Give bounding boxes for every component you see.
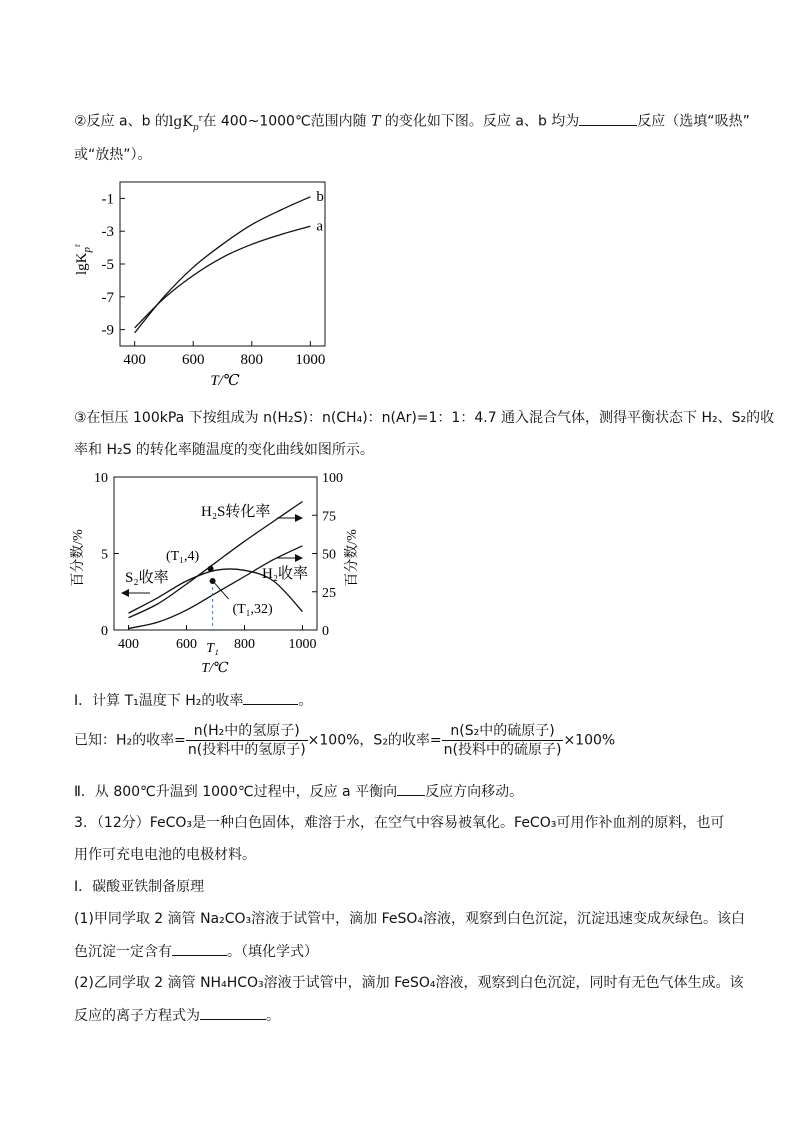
h2-fraction-denominator: n(投料中的氢原子) — [187, 742, 306, 758]
chart2-xtick-label: 600 — [176, 637, 197, 652]
qI-line — [74, 690, 734, 711]
chart2-point-t1-4 — [208, 566, 214, 572]
q2-text-b: 在 400~1000℃范围内随 — [202, 113, 372, 130]
chart2-annotation-t1-4: (T₁,4) — [165, 548, 200, 564]
qII-text-b: 反应方向移动。 — [425, 784, 524, 800]
chart2-xtick-label: 800 — [234, 637, 255, 652]
q2-line2: 或“放热”）。 — [74, 147, 152, 163]
s2-fraction-numerator: n(S₂中的硫原子) — [442, 722, 564, 741]
h2-yield-fraction — [186, 722, 308, 759]
chart2-ytick-right-label: 25 — [322, 585, 336, 601]
q2-text-c: 的变化如下图。反应 a、b 均为 — [380, 113, 580, 130]
chart1-xtick-label: 400 — [123, 352, 146, 368]
qII-line — [74, 781, 734, 802]
section-heading-i: I．碳酸亚铁制备原理 — [74, 879, 205, 895]
p1-line2 — [74, 941, 734, 962]
chart2-ylabel-right: 百分数/% — [345, 529, 360, 587]
q2-text-a: ②反应 a、b 的 — [74, 113, 169, 130]
q2-line1 — [74, 108, 750, 137]
chart1-xtick-label: 800 — [240, 352, 264, 368]
s2-yield-fraction — [442, 722, 564, 759]
qI-answer-blank[interactable] — [243, 690, 298, 705]
chart1-ylabel: lgK$_p^r$ — [72, 244, 93, 275]
chart2-annotation-t1-32: (T₁,32) — [232, 602, 273, 618]
chart1-ytick-label: -3 — [101, 224, 114, 241]
chart1-series-label-a: a — [316, 218, 324, 235]
chart2-series-curve — [129, 546, 303, 629]
yield-conversion-chart — [70, 466, 390, 676]
q2-answer-blank[interactable] — [579, 111, 637, 126]
chart2-ytick-left-label: 5 — [101, 547, 108, 563]
formula-times-1: ×100%，S₂的收率= — [307, 732, 442, 749]
chart1-series-b — [135, 197, 311, 333]
p2-answer-blank[interactable] — [200, 1005, 266, 1020]
lgk-symbol: lgK$_p^r$ — [168, 113, 203, 133]
h2-fraction-numerator: n(H₂中的氢原子) — [186, 722, 308, 741]
p2-text-a: 反应的离子方程式为 — [74, 1008, 200, 1024]
qII-text-a: Ⅱ．从 800℃升温到 1000℃过程中，反应 a 平衡向 — [74, 784, 398, 800]
chart2-ytick-right-label: 50 — [322, 547, 336, 563]
formula-known: 已知：H₂的收率= — [74, 732, 186, 749]
chart1-ytick-label: -5 — [101, 257, 114, 273]
yield-formula — [74, 722, 734, 759]
formula-times-2: ×100% — [563, 732, 616, 749]
chart2-xtick-label: 1000 — [288, 637, 317, 652]
chart2-ytick-left-label: 10 — [94, 471, 108, 486]
s2-fraction-denominator: n(投料中的硫原子) — [443, 742, 562, 758]
qII-answer-blank[interactable] — [397, 781, 425, 796]
chart1-series-label-b: b — [316, 188, 324, 205]
p2-line2 — [74, 1005, 734, 1026]
qI-text-b: 。 — [298, 693, 313, 709]
chart2-xlabel: T/℃ — [201, 661, 229, 676]
q2-text-d: 反应（选填“吸热” — [637, 113, 750, 130]
qI-text-a: Ⅰ．计算 T₁温度下 H₂的收率 — [74, 693, 244, 709]
chart1-series-a — [135, 226, 311, 328]
chart2-xtick-label: 400 — [118, 637, 139, 652]
chart2-series-label: H₂S转化率 — [201, 504, 271, 520]
q3main-line2: 用作可充电电池的电极材料。 — [74, 847, 256, 863]
chart2-series-label: H₂收率 — [262, 566, 309, 582]
chart2-ytick-right-label: 100 — [322, 471, 343, 486]
lgk-temperature-chart — [70, 175, 370, 390]
p1-line1: (1)甲同学取 2 滴管 Na₂CO₃溶液于试管中，滴加 FeSO₄溶液，观察到白色沉淀，沉淀迅速变成灰绿色。该白 — [74, 911, 746, 927]
chart1-ytick-label: -1 — [101, 191, 114, 208]
p1-text-b: 。（填化学式） — [227, 944, 318, 960]
chart1-xtick-label: 1000 — [295, 352, 326, 368]
q2-var-t: T — [371, 113, 381, 130]
chart1-xlabel: T/℃ — [210, 373, 240, 389]
chart1-xtick-label: 600 — [181, 352, 205, 368]
chart2-ytick-right-label: 75 — [322, 509, 336, 525]
q3-line2: 率和 H₂S 的转化率随温度的变化曲线如图所示。 — [74, 442, 374, 458]
p2-text-b: 。 — [266, 1008, 280, 1024]
chart2-ytick-right-label: 0 — [322, 624, 329, 639]
chart2-ylabel-left: 百分数/% — [71, 529, 86, 587]
chart1-ytick-label: -7 — [101, 289, 114, 306]
chart2-ytick-left-label: 0 — [101, 624, 108, 639]
q3-line1: ③在恒压 100kPa 下按组成为 n(H₂S)：n(CH₄)：n(Ar)=1：1：4.7 通入混合气体，测得平衡状态下 H₂、S₂的收 — [74, 410, 775, 426]
chart1-ytick-label: -9 — [101, 322, 114, 339]
q3main-line1: 3．（12分）FeCO₃是一种白色固体，难溶于水，在空气中容易被氧化。FeCO₃可用作补血剂的原料，也可 — [74, 815, 725, 831]
chart2-x-marker-t1: T₁ — [206, 641, 219, 656]
chart2-annotation-leader — [215, 583, 229, 599]
p2-line1: (2)乙同学取 2 滴管 NH₄HCO₃溶液于试管中，滴加 FeSO₄溶液，观察到白色沉淀，同时有无色气体生成。该 — [74, 975, 744, 991]
chart2-series-label: S₂收率 — [125, 570, 169, 586]
p1-answer-blank[interactable] — [172, 941, 227, 956]
p1-text-a: 色沉淀一定含有 — [74, 944, 172, 960]
